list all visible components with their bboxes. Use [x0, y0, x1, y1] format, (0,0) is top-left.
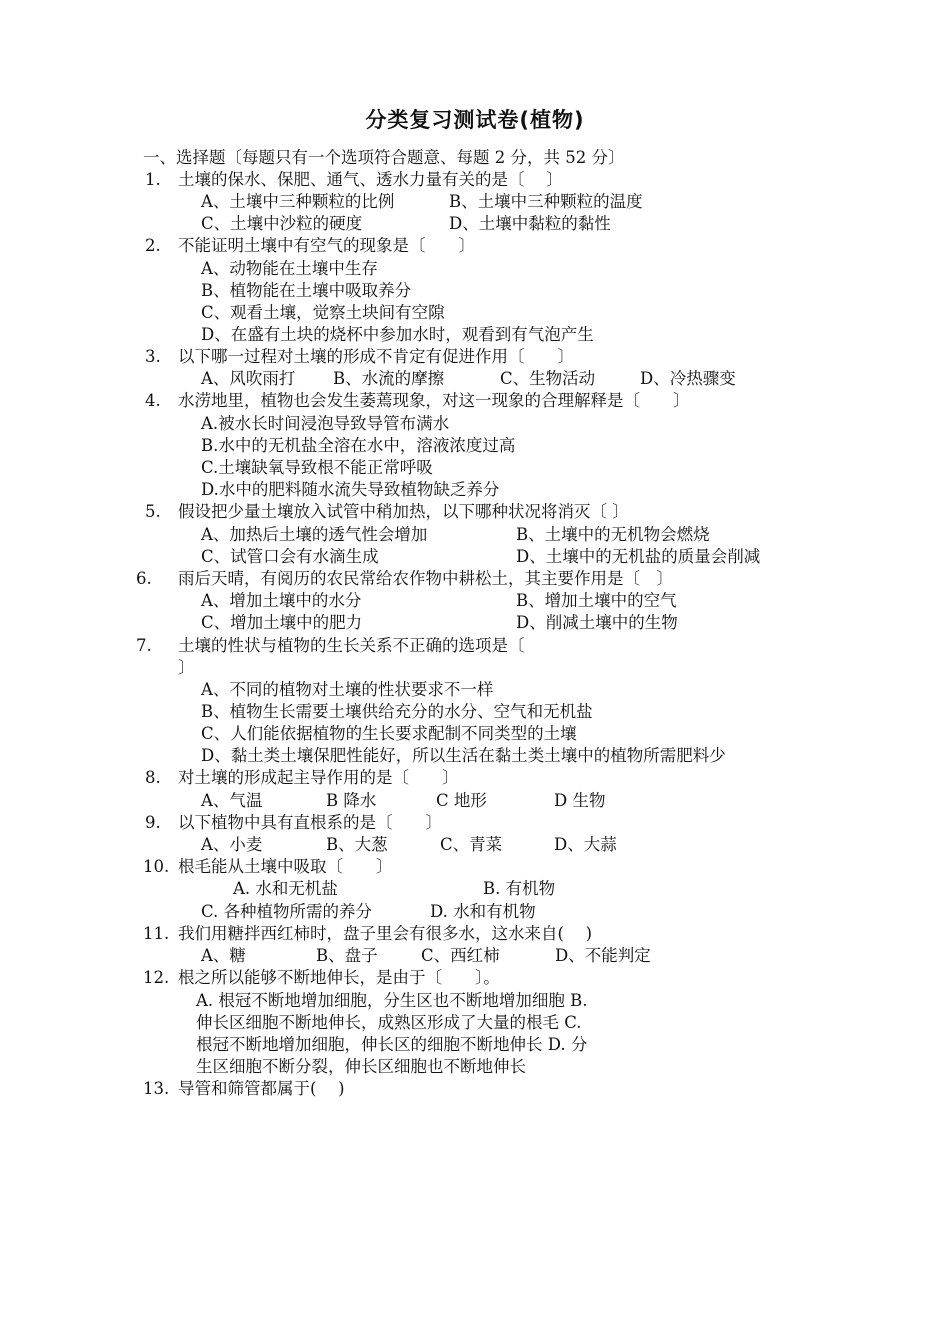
question-stem: 以下植物中具有直根系的是〔 〕 — [178, 813, 442, 832]
option-line: 伸长区细胞不断地伸长，成熟区形成了大量的根毛 C. — [196, 1013, 582, 1032]
option-c: C、人们能依据植物的生长要求配制不同类型的土壤 — [201, 724, 577, 743]
option-b: B、土壤中三种颗粒的温度 — [449, 192, 643, 211]
option-b: B、盘子 — [316, 946, 378, 965]
option-c: C、试管口会有水滴生成 — [201, 547, 379, 566]
question-number: 8. — [145, 768, 161, 787]
option-d: D、土壤中的无机盐的质量会削减 — [516, 547, 761, 566]
question-number: 7. — [136, 636, 152, 655]
question-number: 6. — [136, 569, 152, 588]
question-stem-continued: 〕 — [178, 658, 195, 677]
option-a: A、气温 — [201, 791, 263, 810]
option-c: C、土壤中沙粒的硬度 — [201, 214, 363, 233]
question-stem: 我们用糖拌西红柿时，盘子里会有很多水，这水来自( ) — [178, 924, 593, 943]
option-a: A. 水和无机盐 — [233, 879, 338, 898]
option-a: A、加热后土壤的透气性会增加 — [201, 525, 428, 544]
question-stem: 假设把少量土壤放入试管中稍加热，以下哪种状况将消灭〔 〕 — [178, 502, 629, 521]
question-stem: 水涝地里，植物也会发生萎蔫现象，对这一现象的合理解释是〔 〕 — [178, 391, 690, 410]
option-d: D、削减土壤中的生物 — [516, 613, 678, 632]
option-b: B、大葱 — [326, 835, 388, 854]
option-d: D、不能判定 — [555, 946, 651, 965]
question-stem: 土壤的保水、保肥、通气、透水力量有关的是〔 〕 — [178, 170, 563, 189]
question-number: 10. — [143, 857, 170, 876]
option-c: C. 各种植物所需的养分 — [201, 902, 373, 921]
question-number: 4. — [145, 391, 161, 410]
option-a: A、糖 — [201, 946, 246, 965]
option-b: B、植物生长需要土壤供给充分的水分、空气和无机盐 — [201, 702, 593, 721]
option-c: C、西红柿 — [421, 946, 500, 965]
question-number: 12. — [143, 968, 170, 987]
question-number: 9. — [145, 813, 161, 832]
option-b: B、增加土壤中的空气 — [516, 591, 677, 610]
option-c: C、青菜 — [440, 835, 503, 854]
option-d: D、黏土类土壤保肥性能好，所以生活在黏土类土壤中的植物所需肥料少 — [201, 746, 726, 765]
option-b: B 降水 — [326, 791, 377, 810]
option-c: C 地形 — [436, 791, 487, 810]
option-line: 生区细胞不断分裂，伸长区细胞也不断地伸长 — [196, 1057, 526, 1076]
question-stem: 以下哪一过程对土壤的形成不肯定有促进作用〔 〕 — [178, 347, 574, 366]
question-stem: 根之所以能够不断地伸长，是由于〔 〕。 — [178, 968, 500, 987]
option-b: B、土壤中的无机物会燃烧 — [516, 525, 710, 544]
question-stem: 对土壤的形成起主导作用的是〔 〕 — [178, 768, 459, 787]
option-d: D、大蒜 — [554, 835, 617, 854]
question-number: 3. — [145, 347, 161, 366]
option-d: D、冷热骤变 — [640, 369, 736, 388]
question-stem: 土壤的性状与植物的生长关系不正确的选项是〔 — [178, 636, 525, 655]
option-b: B.水中的无机盐全溶在水中，溶液浓度过高 — [201, 436, 516, 455]
question-number: 1. — [145, 170, 161, 189]
option-b: B、植物能在土壤中吸取养分 — [201, 281, 412, 300]
option-c: C.土壤缺氧导致根不能正常呼吸 — [201, 458, 433, 477]
question-stem: 导管和筛管都属于( ) — [178, 1079, 345, 1098]
option-c: C、生物活动 — [500, 369, 596, 388]
option-d: D、在盛有土块的烧杯中参加水时，观看到有气泡产生 — [201, 325, 594, 344]
option-a: A、不同的植物对土壤的性状要求不一样 — [201, 680, 494, 699]
question-number: 2. — [145, 236, 161, 255]
option-a: A、增加土壤中的水分 — [201, 591, 362, 610]
option-a: A、土壤中三种颗粒的比例 — [201, 192, 395, 211]
question-stem: 根毛能从土壤中吸取〔 〕 — [178, 857, 393, 876]
option-d: D. 水和有机物 — [430, 902, 536, 921]
option-d: D、土壤中黏粒的黏性 — [449, 214, 611, 233]
section-heading: 一、选择题〔每题只有一个选项符合题意、每题 2 分，共 52 分〕 — [143, 148, 625, 167]
option-line: A. 根冠不断地增加细胞，分生区也不断地增加细胞 B. — [196, 991, 588, 1010]
question-number: 13. — [143, 1079, 170, 1098]
option-d: D 生物 — [554, 791, 606, 810]
option-line: 根冠不断地增加细胞，伸长区的细胞不断地伸长 D. 分 — [196, 1035, 588, 1054]
question-number: 5. — [145, 502, 161, 521]
option-c: C、增加土壤中的肥力 — [201, 613, 363, 632]
option-b: B. 有机物 — [483, 879, 556, 898]
option-a: A、风吹雨打 — [201, 369, 296, 388]
page-title: 分类复习测试卷(植物) — [365, 108, 585, 132]
question-number: 11. — [143, 924, 170, 943]
option-a: A、动物能在土壤中生存 — [201, 259, 378, 278]
option-a: A.被水长时间浸泡导致导管布满水 — [201, 414, 450, 433]
option-c: C、观看土壤，觉察土块间有空隙 — [201, 303, 445, 322]
question-stem: 雨后天晴，有阅历的农民常给农作物中耕松土，其主要作用是〔 〕 — [178, 569, 673, 588]
option-a: A、小麦 — [201, 835, 263, 854]
option-d: D.水中的肥料随水流失导致植物缺乏养分 — [201, 480, 500, 499]
option-b: B、水流的摩擦 — [333, 369, 445, 388]
question-stem: 不能证明土壤中有空气的现象是〔 〕 — [178, 236, 475, 255]
